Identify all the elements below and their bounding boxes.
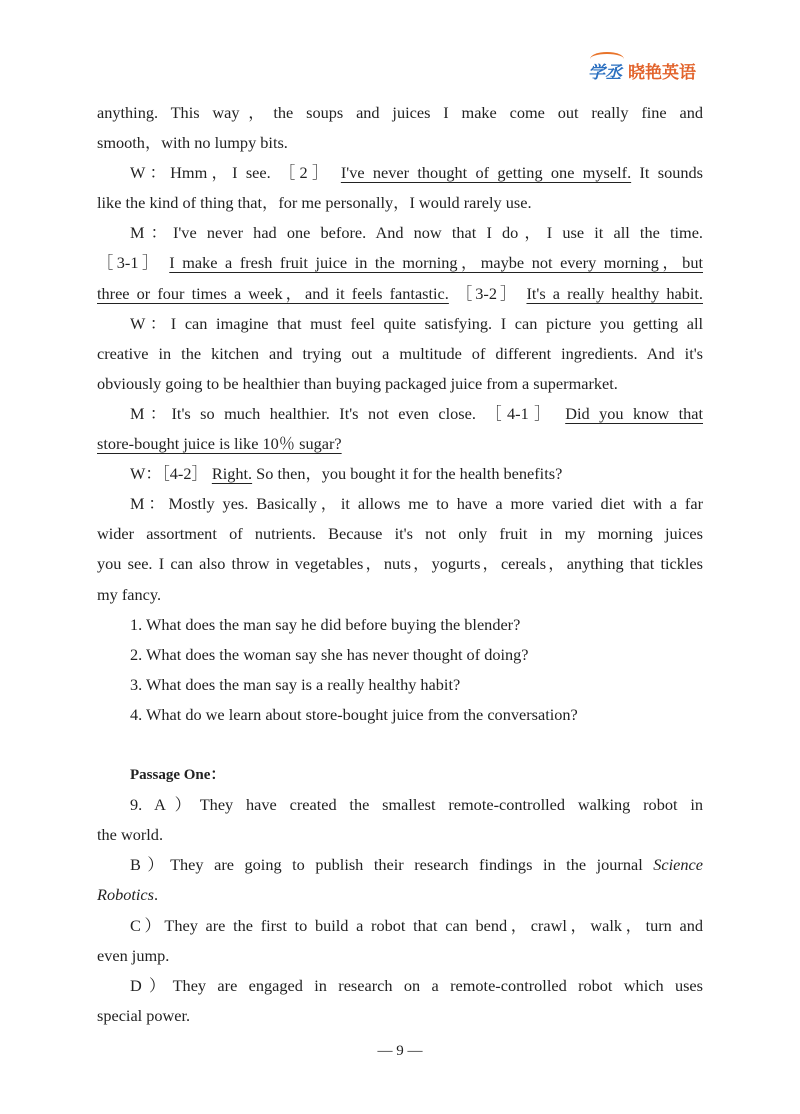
transcript-line: anything. This way，the soups and juices I make come out really fine and xyxy=(97,103,703,122)
publisher-logo xyxy=(588,58,696,83)
key-sentence: store-bought juice is like 10％ sugar? xyxy=(97,434,342,454)
transcript-line: M：Mostly yes. Basically，it allows me to have a more varied diet with a far xyxy=(130,494,703,514)
transcript-line xyxy=(97,279,703,309)
key-sentence: I make a fresh fruit juice in the morning，maybe not every morning，but xyxy=(169,253,703,273)
page-number: — 9 — xyxy=(377,1043,423,1059)
text: M：It's so much healthier. It's not even close. ［4-1］ xyxy=(130,403,566,423)
transcript-line: creative in the kitchen and trying out a multitude of different ingredients. And it's xyxy=(97,343,703,363)
transcript-line: you see. I can also throw in vegetables，nuts，yogurts，cereals，anything that tickles xyxy=(97,554,703,574)
transcript-line: my fancy. xyxy=(97,584,162,604)
text: It sounds xyxy=(631,163,703,183)
transcript-line: wider assortment of nutrients. Because it's not only fruit in my morning juices xyxy=(97,524,703,544)
option-d: D）They are engaged in research on a remote-controlled robot which uses xyxy=(130,975,703,995)
transcript-line: M：I've never had one before. And now that I do，I use it all the time. xyxy=(130,223,703,243)
journal-name: Science xyxy=(653,855,703,875)
option-b-cont xyxy=(97,880,703,910)
question: 2. What does the woman say she has never thought of doing? xyxy=(130,644,529,664)
transcript-line: smooth，with no lumpy bits. xyxy=(97,133,288,153)
transcript-line xyxy=(97,158,703,188)
transcript-line: W：I can imagine that must feel quite satisfying. I can picture you getting all xyxy=(130,313,703,333)
option-b xyxy=(97,850,703,880)
key-sentence: It's a really healthy habit. xyxy=(526,283,703,303)
text: ［3-2］ xyxy=(448,283,527,303)
transcript-line xyxy=(97,399,703,429)
transcript-line: like the kind of thing that，for me personally，I would rarely use. xyxy=(97,193,532,213)
text: B）They are going to publish their research findings in the journal xyxy=(130,855,654,875)
transcript-line xyxy=(97,459,703,489)
logo-mark: 学丞 xyxy=(588,58,622,83)
option-c: C）They are the first to build a robot that can bend，crawl，walk，turn and xyxy=(130,915,703,935)
key-sentence: Did you know that xyxy=(565,403,703,423)
text: W：Hmm，I see. ［2］ xyxy=(130,163,341,183)
option-a: 9. A）They have created the smallest remote-controlled walking robot in xyxy=(130,795,703,815)
section-heading: Passage One： xyxy=(130,767,226,784)
text: W：［4-2］ xyxy=(130,464,212,484)
question: 3. What does the man say is a really healthy habit? xyxy=(130,674,461,694)
spacer xyxy=(97,730,703,760)
transcript-line xyxy=(97,429,703,459)
option-c-cont: even jump. xyxy=(97,945,170,965)
question: 4. What do we learn about store-bought juice from the conversation? xyxy=(130,704,578,724)
text: ［3-1］ xyxy=(97,253,170,273)
option-a-cont: the world. xyxy=(97,825,164,845)
logo-name: 晓艳英语 xyxy=(628,63,696,83)
journal-name: Robotics xyxy=(97,885,154,905)
page-content xyxy=(97,98,703,1031)
key-sentence: I've never thought of getting one myself. xyxy=(340,163,632,183)
key-sentence: three or four times a week，and it feels fantastic. xyxy=(97,283,449,303)
text: . xyxy=(153,885,159,905)
text: So then，you bought it for the health benefits? xyxy=(252,464,563,484)
transcript-line xyxy=(97,248,703,278)
question: 1. What does the man say he did before buying the blender? xyxy=(130,614,521,634)
transcript-line: obviously going to be healthier than buying packaged juice from a supermarket. xyxy=(97,373,618,393)
option-d-cont: special power. xyxy=(97,1005,191,1025)
key-sentence: Right. xyxy=(211,464,253,484)
